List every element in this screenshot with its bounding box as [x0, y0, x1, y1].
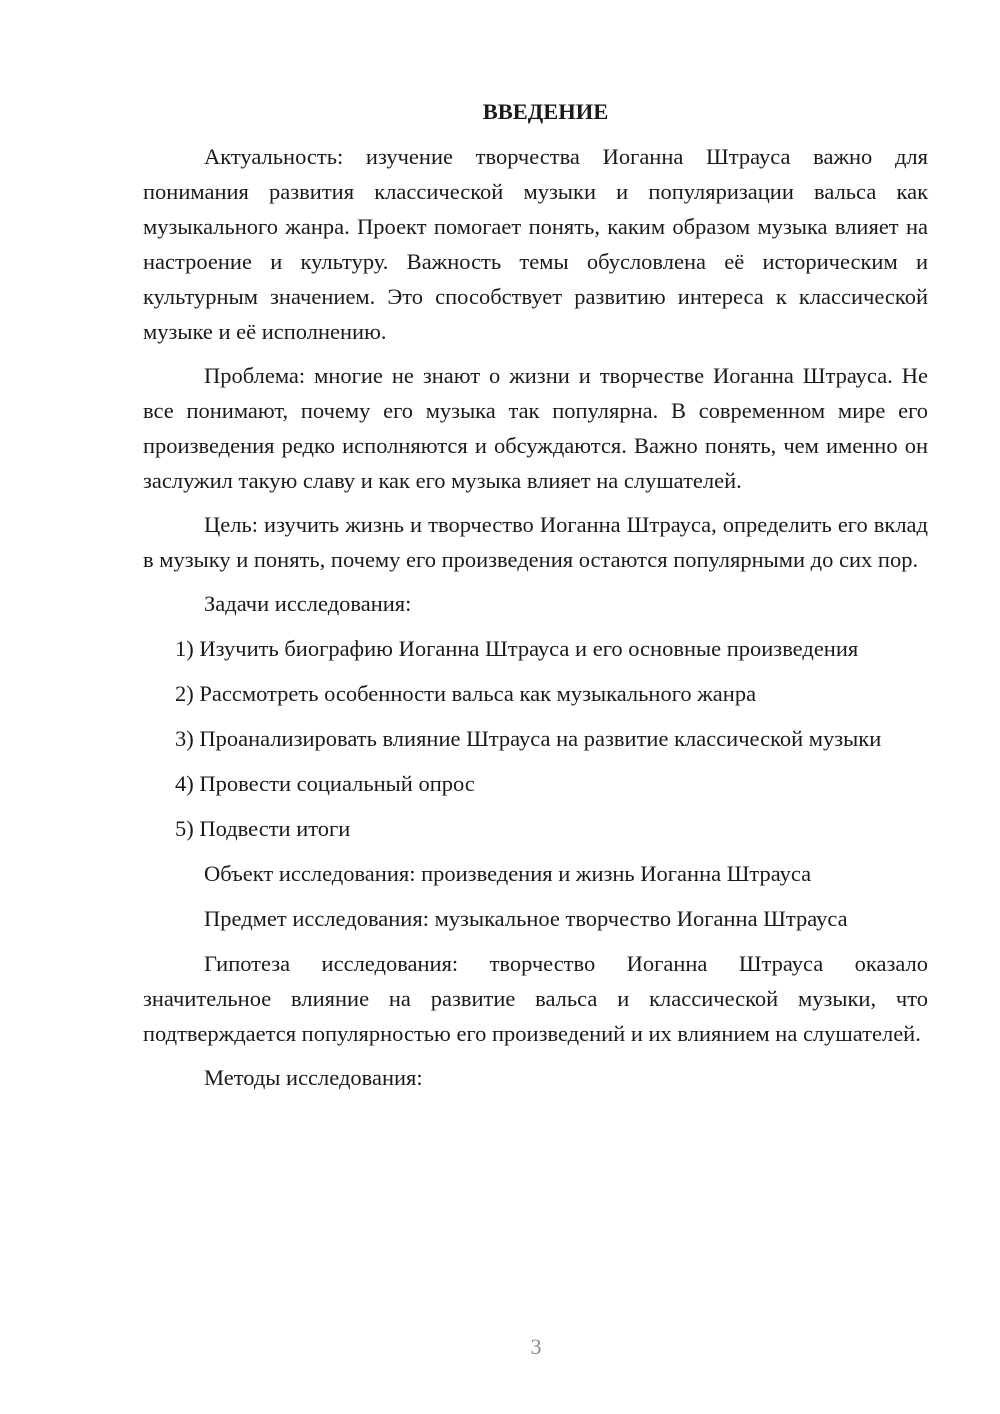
problem-paragraph: Проблема: многие не знают о жизни и творчестве Иоганна Штрауса. Не все понимают, почему его музыка так популярна. В современном мире его произведения редко исполняются и обсуждаются. Важно понять, чем именно он заслужил такую славу и как его музыка влияет на слушателей.	[143, 363, 928, 493]
task-item: 2) Рассмотреть особенности вальса как музыкального жанра	[175, 681, 757, 706]
methods-label: Методы исследования:	[204, 1065, 423, 1090]
goal-paragraph: Цель: изучить жизнь и творчество Иоганна Штрауса, определить его вклад в музыку и понять, почему его произведения остаются популярными до сих пор.	[143, 512, 928, 572]
task-item: 5) Подвести итоги	[175, 816, 351, 841]
task-item: 3) Проанализировать влияние Штрауса на развитие классической музыки	[175, 726, 882, 751]
task-item: 4) Провести социальный опрос	[175, 771, 475, 796]
subject-line: Предмет исследования: музыкальное творчество Иоганна Штрауса	[204, 906, 848, 931]
relevance-paragraph: Актуальность: изучение творчества Иоганна Штрауса важно для понимания развития классической музыки и популяризации вальса как музыкального жанра. Проект помогает понять, каким образом музыка влияет на настроение и культуру. Важность темы обусловлена её историческим и культурным значением. Это способствует развитию интереса к классической музыке и её исполнению.	[143, 144, 928, 344]
section-heading: ВВЕДЕНИЕ	[482, 99, 609, 124]
task-item: 1) Изучить биографию Иоганна Штрауса и его основные произведения	[175, 636, 859, 661]
tasks-label: Задачи исследования:	[204, 591, 412, 616]
hypothesis-paragraph: Гипотеза исследования: творчество Иоганна Штрауса оказало значительное влияние на развитие вальса и классической музыки, что подтверждается популярностью его произведений и их влиянием на слушателей.	[143, 951, 928, 1046]
page-number: 3	[530, 1334, 542, 1359]
document-page	[143, 94, 928, 1105]
object-line: Объект исследования: произведения и жизнь Иоганна Штрауса	[204, 861, 812, 886]
